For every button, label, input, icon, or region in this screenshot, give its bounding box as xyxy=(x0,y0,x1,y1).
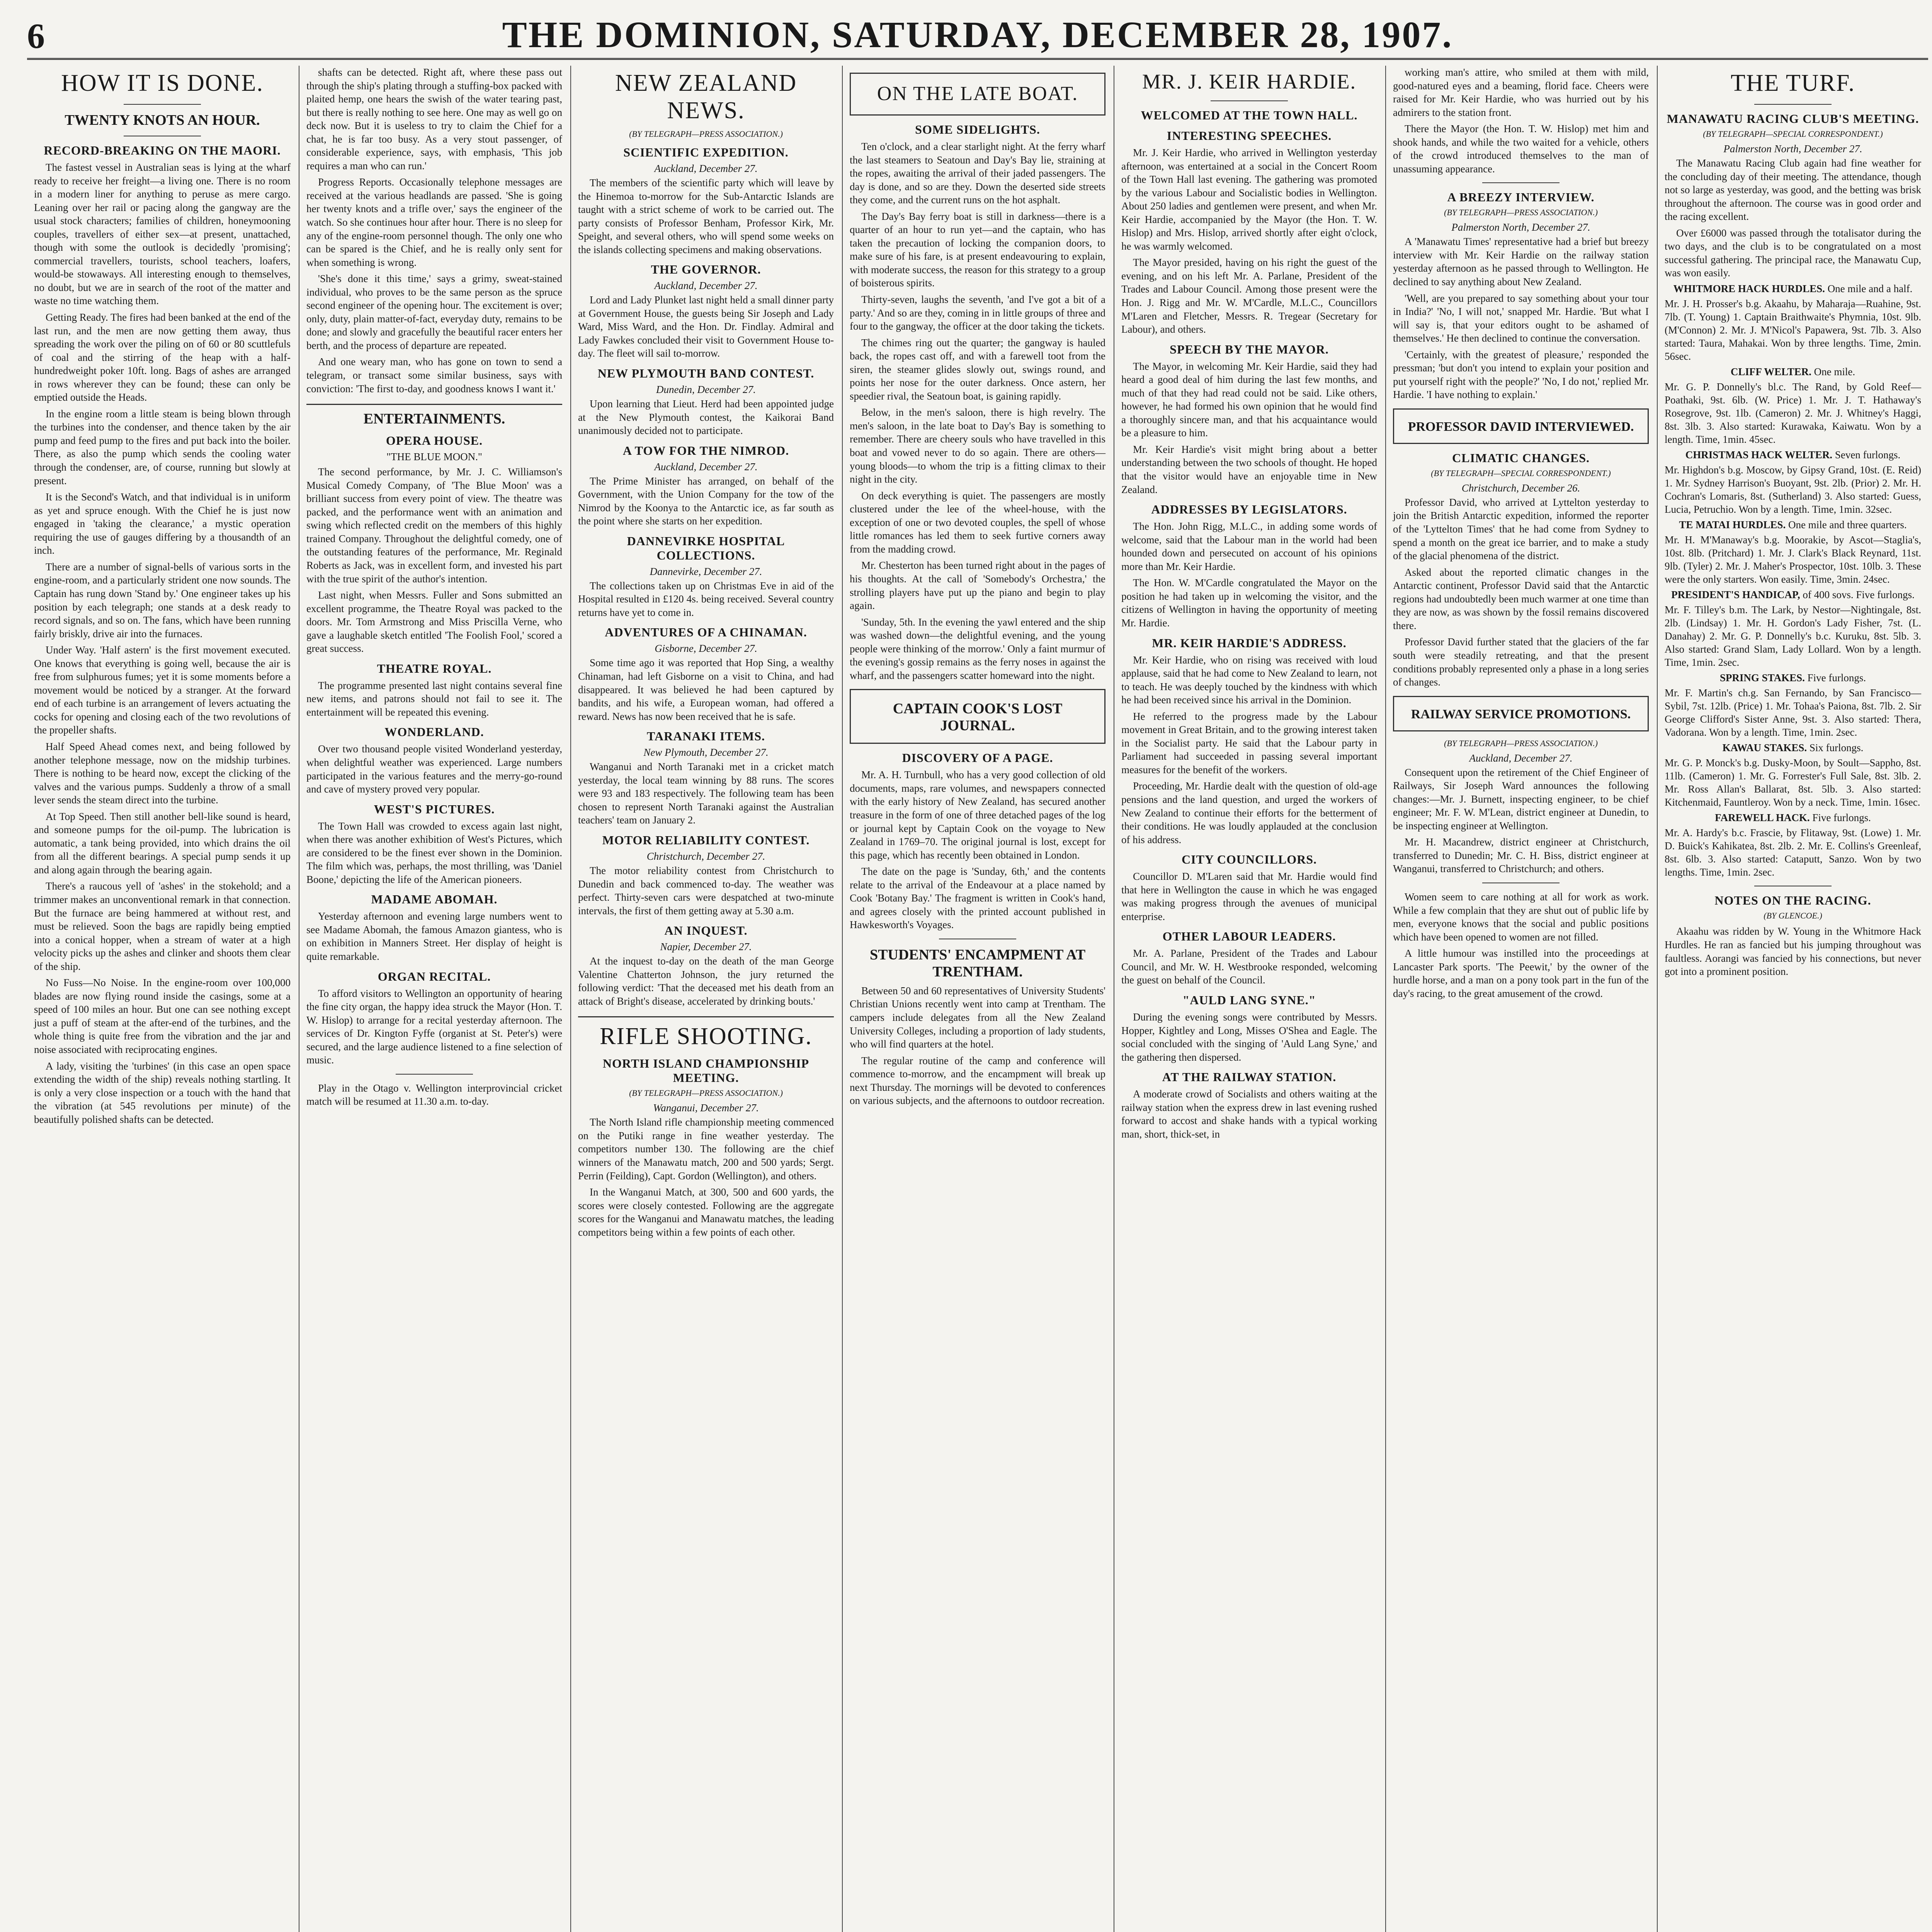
article-heading: NOTES ON THE RACING. xyxy=(1714,893,1871,908)
paragraph: The regular routine of the camp and conference will commence to-morrow, and the encampment will break up next Thursday. The mornings will be devoted to conferences on various subjects, and the afternoons to outdoor recreation. xyxy=(850,1054,1105,1107)
race-name: WHITMORE HACK HURDLES. One mile and a half. xyxy=(1673,282,1913,294)
article-heading: STUDENTS' ENCAMPMENT AT TRENTHAM. xyxy=(869,946,1086,980)
section-title: TARANAKI ITEMS. xyxy=(647,729,765,743)
section-title: A TOW FOR THE NIMROD. xyxy=(622,443,789,457)
paragraph: 'Well, are you prepared to say something about your tour in India?' 'No, I will not,' snapped Mr. Hardie. 'But what I will say is, that your editors ought to be ashamed of themselves.' He then declined to continue the conversation. xyxy=(1393,292,1649,344)
paragraph: Women seem to care nothing at all for work as work. While a few complain that they are shut out of public life by men, everyone knows that the social and public positions which have been opened to women are not filled. xyxy=(1393,891,1649,943)
article-box xyxy=(850,689,1105,744)
byline: (BY TELEGRAPH—PRESS ASSOCIATION.) xyxy=(1444,738,1598,748)
section-subtitle: "THE BLUE MOON." xyxy=(386,451,482,463)
section-title: ORGAN RECITAL. xyxy=(378,969,491,983)
paragraph: The motor reliability contest from Christchurch to Dunedin and back commenced to-day. The weather was perfect. Thirty-seven cars were despatched at two-minute intervals, the first of them getting away at 5.30 a.m. xyxy=(578,864,834,917)
paragraph: The members of the scientific party which will leave by the Hinemoa to-morrow for the Sub-Antarctic Islands are taught with a strict scheme of work to be carried out. The party consists of Professor Benham, Professor Kirk, Mr. Speight, and several others, who will spend some weeks on the islands collecting specimens and making observations. xyxy=(578,177,834,255)
paragraph: Yesterday afternoon and evening large numbers went to see Madame Abomah, the famous Amazon giantess, who is on exhibition in Manners Street. Her display of height is quite remarkable. xyxy=(306,910,562,962)
paragraph: The Mayor presided, having on his right the guest of the evening, and on his left Mr. A. Parlane, President of the Trades and Labour Council. Among those present were the Hon. J. Rigg and Mr. W. M'Cardle, M.L.C., Councillors M'Laren and Fletcher, Messrs. R. Tregear (Secretary for Labour), and others. xyxy=(1121,257,1377,335)
paragraph: Over two thousand people visited Wonderland yesterday, when delightful weather was experienced. Large numbers participated in the various features and the merry-go-round and cave of mystery proved very popular. xyxy=(306,743,562,795)
section-title: CITY COUNCILLORS. xyxy=(1181,852,1317,867)
paragraph: Councillor D. M'Laren said that Mr. Hardie would find that here in Wellington the cause in which he was engaged was making progress through the avenues of municipal enterprise. xyxy=(1121,871,1377,922)
section-title: MOTOR RELIABILITY CONTEST. xyxy=(602,833,810,847)
article-subheading: DISCOVERY OF A PAGE. xyxy=(902,751,1053,765)
paragraph: Some time ago it was reported that Hop Sing, a wealthy Chinaman, had left Gisborne on a visit to China, and had disappeared. It was believed he had been captured by bandits, and his wife, a European woman, had offered a reward. News has now been received that he is safe. xyxy=(578,657,834,722)
section-title: WEST'S PICTURES. xyxy=(374,802,495,816)
article-heading: RAILWAY SERVICE PROMOTIONS. xyxy=(1411,707,1631,721)
paragraph: He referred to the progress made by the Labour movement in Great Britain, and to the growing interest taken in the Socialist party. He said that the Labour party in Parliament had succeeded in passing several important measures for the benefit of the workers. xyxy=(1121,710,1377,776)
paragraph: Akaahu was ridden by W. Young in the Whitmore Hack Hurdles. He ran as fancied but his jumping throughout was faultless. Aorangi was fancied by his connections, but never got into a prominent position. xyxy=(1665,925,1921,978)
section-title: OPERA HOUSE. xyxy=(386,434,483,448)
article-heading: A BREEZY INTERVIEW. xyxy=(1447,190,1595,204)
section-title: NORTH ISLAND CHAMPIONSHIP MEETING. xyxy=(602,1056,810,1085)
section-title: WONDERLAND. xyxy=(384,725,484,739)
section-heading: NEW ZEALAND NEWS. xyxy=(615,70,797,124)
section-title: SCIENTIFIC EXPEDITION. xyxy=(623,145,789,159)
race-result: Mr. A. Hardy's b.c. Frascie, by Flitaway, 9st. (Lowe) 1. Mr. D. Buick's Kahikatea, 8st. 2lb. 2. Mr. E. Collins's Greenleaf, 8st. 6lb. 3. Also started: Cataputt, Sanzo. Won by two lengths. Time, 1min. 2sec. xyxy=(1665,827,1921,878)
article-heading: HOW IT IS DONE. xyxy=(61,70,264,96)
paragraph: The Prime Minister has arranged, on behalf of the Government, with the Union Company for the tow of the Nimrod by the Koonya to the Antarctic ice, as far south as the point where she starts on her expedition. xyxy=(578,475,834,527)
race-name: KAWAU STAKES. Six furlongs. xyxy=(1722,742,1864,754)
article-heading: MR. J. KEIR HARDIE. xyxy=(1142,70,1356,93)
race-name: SPRING STAKES. Five furlongs. xyxy=(1719,672,1866,684)
column-4 xyxy=(842,66,1112,1932)
article-box xyxy=(1393,696,1649,731)
section-title: THEATRE ROYAL. xyxy=(377,661,492,675)
dateline: Dunedin, December 27. xyxy=(656,384,756,396)
byline: (BY TELEGRAPH—PRESS ASSOCIATION.) xyxy=(1444,207,1598,218)
paragraph: There's a raucous yell of 'ashes' in the stokehold; and a trimmer makes an unconventional remark in that connection. But the furnace are being hammered at without rest, and must be relieved. Soon the bags are rapidly being emptied into a conical hopper, when a stream of water at a high velocity picks up the ashes and clinker and shoots them clear of the ship. xyxy=(34,880,291,972)
paragraph: Over £6000 was passed through the totalisator during the two days, and the club is to be congratulated on a most successful gathering. The principal race, the Manawatu Cup, was won easily. xyxy=(1665,227,1921,279)
paragraph: At Top Speed. Then still another bell-like sound is heard, and someone pumps for the oil-pump. The lubrication is automatic, a tank being provided, into which drains the oil from all the different bearings. A special pump sends it up and along again through the bearing again. xyxy=(34,810,291,876)
article-subheading: SOME SIDELIGHTS. xyxy=(915,122,1040,136)
paragraph: The date on the page is 'Sunday, 6th,' and the contents relate to the arrival of the Endeavour at a place named by Cook 'Botany Bay.' The fragment is written in Cook's hand, and agrees closely with the printed account published in Hawkesworth's Voyages. xyxy=(850,866,1105,931)
paragraph: Lord and Lady Plunket last night held a small dinner party at Government House, the guests being Sir Joseph and Lady Ward, Miss Ward, and the Hon. Dr. Findlay. Admiral and Lady Fawkes concluded their visit to Government House to-day. The fleet will sail to-morrow. xyxy=(578,294,834,359)
paragraph: Ten o'clock, and a clear starlight night. At the ferry wharf the last steamers to Seatoun and Day's Bay lie, straining at the ropes, awaiting the arrival of their jaded passengers. The day is done, and so are they. Down the deserted side streets they come, and the current runs on the hot asphalt. xyxy=(850,141,1105,206)
paragraph: Mr. Keir Hardie, who on rising was received with loud applause, said that he had come to New Zealand to learn, not to teach. He was deeply touched by the kindness with which he had been received since his arrival in the Dominion. xyxy=(1121,654,1377,706)
race-name: PRESIDENT'S HANDICAP, of 400 sovs. Five furlongs. xyxy=(1671,589,1915,601)
dateline: Auckland, December 27. xyxy=(654,280,758,292)
paragraph: The Hon. W. M'Cardle congratulated the Mayor on the position he had taken up in welcoming the visitor, and the citizens of Wellington in having the opportunity of meeting Mr. Hardie. xyxy=(1121,577,1377,629)
section-title: ADDRESSES BY LEGISLATORS. xyxy=(1151,502,1347,517)
paragraph: Progress Reports. Occasionally telephone messages are received at the various headlands are passed. 'She is going her twenty knots and a trifle over,' says the engineer of the watch. So she continues hour after hour. There is no sleep for any of the engine-room personnel though. The only one who can be spared is the Chief, and he is really only sent for when something is wrong. xyxy=(306,176,562,268)
column-3 xyxy=(570,66,841,1932)
paragraph: A 'Manawatu Times' representative had a brief but breezy interview with Mr. Keir Hardie on the railway station yesterday afternoon as he passed through to Wellington. He declined to say anything about New Zealand. xyxy=(1393,236,1649,288)
paragraph: 'She's done it this time,' says a grimy, sweat-stained individual, who proves to be the same person as the spruce second engineer of the opening hour. The excitement is over; only, duty, plain matter-of-fact, everyday duty, remains to be done; and slowly and gracefully the beautiful racer enters her berth, and the process of departure are repeated. xyxy=(306,273,562,351)
article-subheading: TWENTY KNOTS AN HOUR. xyxy=(65,112,260,128)
section-title: ADVENTURES OF A CHINAMAN. xyxy=(605,625,807,639)
paragraph: Mr. A. H. Turnbull, who has a very good collection of old documents, maps, rare volumes, and newspapers connected with the early history of New Zealand, has secured another treasure in the form of one of three detached pages of the log or journal kept by Captain Cook on the voyage to New Zealand in 1769–70. The original journal is lost, except for this page, which has recently been obtained in London. xyxy=(850,769,1105,861)
dateline: Wanganui, December 27. xyxy=(653,1102,759,1114)
divider xyxy=(306,404,562,405)
paragraph: shafts can be detected. Right aft, where these pass out through the ship's plating through a stuffing-box packed with plaited hemp, one hears the swish of the water tearing past, but there is really nothing to see here. One may as well go on deck now. But it is useless to try to claim the Chief for a chat, he is far too busy. As a very stout passenger, of considerable experience, says, with emphasis, 'This job requires a man who can run.' xyxy=(306,66,562,172)
section-heading: RIFLE SHOOTING. xyxy=(599,1023,813,1050)
paragraph: To afford visitors to Wellington an opportunity of hearing the fine city organ, the happy idea struck the Mayor (Hon. T. W. Hislop) to arrange for a recital yesterday afternoon. The services of Dr. Kington Fyffe (organist at St. Peter's) were secured, and the large audience listened to a fine selection of music. xyxy=(306,987,562,1066)
paragraph: Getting Ready. The fires had been banked at the end of the last run, and the men are now getting them away, thus spreading the work over the piling on of 60 or 80 scuttlefuls of coal and the stirring of the heap with a half-hundredweight poker 10ft. long. Bags of ashes are arranged in rows wherever they can be found; these can only be emptied outside the Heads. xyxy=(34,311,291,403)
dateline: Gisborne, December 27. xyxy=(655,643,757,655)
paragraph: The programme presented last night contains several fine new items, and patrons should not fail to see it. The entertainment will be repeated this evening. xyxy=(306,679,562,718)
race-result: Mr. F. Tilley's b.m. The Lark, by Nestor—Nightingale, 8st. 2lb. (Lindsay) 1. Mr. H. Gordon's Lady Fisher, 7st. (L. Danahay) 2. Mr. G. P. Donnelly's b.c. Kuruku, 8st. 5lb. 3. Also started: Grand Slam, Lady Lollard. Won by a length. Time, 1min. 2sec. xyxy=(1665,604,1921,668)
article-subheading: WELCOMED AT THE TOWN HALL. xyxy=(1141,108,1358,122)
paragraph: Mr. J. Keir Hardie, who arrived in Wellington yesterday afternoon, was entertained at a social in the Concert Room of the Town Hall last evening. The gathering was promoted by the various Labour and Socialistic bodies in Wellington. About 250 ladies and gentlemen were present, and when Mr. Keir Hardie, accompanied by the Mayor (the Hon. T. W. Hislop) and Mrs. Hislop, arrived shortly after eight o'clock, he was warmly welcomed. xyxy=(1121,147,1377,252)
paragraph: The fastest vessel in Australian seas is lying at the wharf ready to receive her freight—a living one. There is no room in a modern liner for anything to peruse as mere cargo. Leaning over her rail or pacing along the gangway are the usual stock characters; families of children, honeymooning couples, travellers of either sex—at present, unattached, though with some the outlook is decidedly 'promising'; commercial travellers, tourists, school teachers, loafers, would-be stowaways. All interesting enough to themselves, no doubt, but we are in search of the root of the matter and waste no time watching them. xyxy=(34,162,291,307)
page-number: 6 xyxy=(27,16,45,56)
paragraph: No Fuss—No Noise. In the engine-room over 100,000 blades are now flying round inside the casings, some at a speed of 100 miles an hour. But one can see nothing except just a puff of steam at the after-end of the turbines, and the whole thing is quite free from the vibration and the jar and noise associated with reciprocating engines. xyxy=(34,977,291,1055)
section-title: INTERESTING SPEECHES. xyxy=(1167,129,1332,143)
article-heading: PROFESSOR DAVID INTERVIEWED. xyxy=(1408,419,1634,434)
article-box xyxy=(1393,408,1649,444)
column-5 xyxy=(1114,66,1384,1932)
paragraph: Under Way. 'Half astern' is the first movement executed. One knows that everything is going well, because the air is free from sulphurous fumes; yet it is some moments before a movement would be noticed by a stranger. At the forward end of each turbine is an arrangement of levers actuating the cocks for opening and closing each of the two revolutions of the propeller shafts. xyxy=(34,644,291,736)
race-name: TE MATAI HURDLES. One mile and three quarters. xyxy=(1679,519,1907,531)
paragraph: The chimes ring out the quarter; the gangway is hauled back, the ropes cast off, and with a farewell toot from the siren, the steamer glides slowly out, swings round, and points her nose for the outer darkness. Once astern, her speedier rival, the Seatoun boat, is gaining rapidly. xyxy=(850,337,1105,402)
dateline: Palmerston North, December 27. xyxy=(1451,221,1590,233)
section-heading: ENTERTAINMENTS. xyxy=(363,411,505,427)
byline: (BY GLENCOE.) xyxy=(1764,911,1822,921)
column-6 xyxy=(1385,66,1656,1932)
paragraph: The Day's Bay ferry boat is still in darkness—there is a quarter of an hour to run yet—and the captain, who has taken the precaution of locking the companion doors, to make sure of his fare, is at present endeavouring to explain, with moderate success, the reason for this strategy to a group of boisterous spirits. xyxy=(850,210,1105,289)
divider xyxy=(1754,104,1832,105)
section-title: "AULD LANG SYNE." xyxy=(1182,993,1316,1007)
paragraph: Proceeding, Mr. Hardie dealt with the question of old-age pensions and the land question, and urged the workers of New Zealand to continue their efforts for the betterment of their conditions. He was loudly applauded at the conclusion of his address. xyxy=(1121,780,1377,845)
column-1 xyxy=(27,66,298,1932)
paragraph: There the Mayor (the Hon. T. W. Hislop) met him and shook hands, and while the two waited for a vehicle, others of the crowd introduced themselves to the man of unassuming appearance. xyxy=(1393,123,1649,175)
race-result: Mr. F. Martin's ch.g. San Fernando, by San Francisco—Sybil, 7st. 12lb. (Price) 1. Mr. Tohaa's Paiona, 8st. 7lb. 2. Sir George Clifford's Sister Anne, 9st. 3. Also started: Thera, Vadorana. Won by a length. Time, 1min. 2sec. xyxy=(1665,687,1921,738)
divider xyxy=(1482,182,1560,183)
byline: (BY TELEGRAPH—SPECIAL CORRESPONDENT.) xyxy=(1703,129,1883,139)
section-title: DANNEVIRKE HOSPITAL COLLECTIONS. xyxy=(627,534,785,562)
paragraph: At the inquest to-day on the death of the man George Valentine Chatterton Johnson, the jury returned the following verdict: 'That the deceased met his death from an attack of Bright's disease, accelerated by drinking bouts.' xyxy=(578,955,834,1007)
dateline: Napier, December 27. xyxy=(660,941,752,953)
section-title: OTHER LABOUR LEADERS. xyxy=(1162,929,1336,944)
race-name: CHRISTMAS HACK WELTER. Seven furlongs. xyxy=(1685,449,1901,461)
divider xyxy=(396,1074,473,1075)
article-subheading: CLIMATIC CHANGES. xyxy=(1452,451,1590,465)
article-subheading: MANAWATU RACING CLUB'S MEETING. xyxy=(1667,112,1919,126)
race-name: FAREWELL HACK. Five furlongs. xyxy=(1715,812,1871,824)
race-result: Mr. G. P. Monck's b.g. Dusky-Moon, by Soult—Sappho, 8st. 11lb. (Cameron) 1. Mr. G. Forrester's Full Sale, 8st. 3lb. 2. Mr. Ross Allan's Ballarat, 8st. 5lb. 3. Also started: Kitchenmaid, Fauntleroy. Won by a neck. Time, 1min. 16sec. xyxy=(1665,757,1921,808)
column-7 xyxy=(1657,66,1928,1932)
paragraph: 'Sunday, 5th. In the evening the yawl entered and the ship was washed down—the delightful evening, and the young people were thinking of the morrow.' Only a faint murmur of the evening's gossip remains as the ferry noses in against the wharf, and the passengers scatter homeward into the night. xyxy=(850,616,1105,681)
paragraph: Last night, when Messrs. Fuller and Sons submitted an excellent programme, the Theatre Royal was packed to the doors. Mr. Tom Armstrong and Miss Priscilla Verne, who gave a laughable sketch entitled 'The Foolish Fool,' scored a great success. xyxy=(306,589,562,655)
dateline: Dannevirke, December 27. xyxy=(650,565,762,577)
paragraph: And one weary man, who has gone on town to send a telegram, or transact some similar business, says with conviction: 'The first to-day, and goodness knows I want it.' xyxy=(306,356,562,395)
paragraph: The North Island rifle championship meeting commenced on the Putiki range in fine weather yesterday. The competitors number 130. The following are the chief winners of the Manawatu match, 200 and 500 yards; Sergt. Perrin (Feilding), Capt. Gordon (Wellington), and others. xyxy=(578,1116,834,1182)
paragraph: The Manawatu Racing Club again had fine weather for the concluding day of their meeting. The attendance, though not so large as yesterday, was good, and the betting was brisk throughout the afternoon. The course was in good order and the racing excellent. xyxy=(1665,157,1921,223)
dateline: New Plymouth, December 27. xyxy=(643,747,769,759)
paragraph: Between 50 and 60 representatives of University Students' Christian Unions recently went into camp at Trentham. The campers include delegates from all the New Zealand University Colleges, including a proportion of lady students, who will find quarters at the hotel. xyxy=(850,985,1105,1050)
paragraph: Below, in the men's saloon, there is high revelry. The men's saloon, in the late boat to Day's Bay is something to remember. There are cheery souls who have travelled in this boat and vowed never to do so again. There are others—young bloods—to whom the trip is a fitting climax to their night in the city. xyxy=(850,406,1105,485)
article-heading: CAPTAIN COOK'S LOST JOURNAL. xyxy=(893,701,1063,734)
byline: (BY TELEGRAPH—SPECIAL CORRESPONDENT.) xyxy=(1431,468,1611,478)
dateline: Auckland, December 27. xyxy=(1469,752,1573,764)
paragraph: Asked about the reported climatic changes in the Antarctic continent, Professor David said that the Antarctic regions had undoubtedly been much warmer at one time than they are now, as was shown by the fossil remains discovered there. xyxy=(1393,566,1649,631)
byline: (BY TELEGRAPH—PRESS ASSOCIATION.) xyxy=(629,129,783,139)
race-result: Mr. G. P. Donnelly's bl.c. The Rand, by Gold Reef—Poathaki, 9st. 6lb. (W. Price) 1. Mr. J. T. Hathaway's Rosegrove, 9st. 1lb. (Cameron) 2. Mr. J. Whitney's Haggi, 8st. 3lb. 3. Also started: Kurawaka, Kaiwatu. Won by a length. Time, 1min. 45sec. xyxy=(1665,381,1921,446)
race-result: Mr. Highdon's b.g. Moscow, by Gipsy Grand, 10st. (E. Reid) 1. Mr. Sydney Harrison's Buoyant, 9st. 2lb. (Prior) 2. Mr. H. Cochran's Lomaris, 8st. (Sutherland) 3. Also started: Guess, Lucia, Petruchio. Won by a length. Time, 1min. 32sec. xyxy=(1665,464,1921,515)
section-title: THE GOVERNOR. xyxy=(651,262,761,277)
paragraph: There are a number of signal-bells of various sorts in the engine-room, and a particularly strident one now sounds. The Captain has rung down 'Stand by.' One engineer takes up his position by each telegraph; one stands at a desk ready to record signals, and so on. The fans, which have been running fairly briskly, drive air into the furnaces. xyxy=(34,561,291,639)
paragraph: In the Wanganui Match, at 300, 500 and 600 yards, the scores were closely contested. Following are the aggregate scores for the Wanganui and Manawatu matches, the leading competitors being within a few points of each other. xyxy=(578,1186,834,1238)
paragraph: Professor David, who arrived at Lyttelton yesterday to join the British Antarctic expedition, informed the reporter of the 'Lyttelton Times' that he had come from Sydney to spend a month on the great ice barrier, and to make a study of the glacial phenomena of the district. xyxy=(1393,496,1649,562)
paragraph: 'Certainly, with the greatest of pleasure,' responded the pressman; 'but don't you intend to explain your position and put yourself right with the people?' 'No, I do not,' replied Mr. Hardie. 'I have nothing to explain.' xyxy=(1393,349,1649,401)
section-title: AT THE RAILWAY STATION. xyxy=(1162,1070,1337,1084)
paragraph: Mr. Chesterton has been turned right about in the pages of his thoughts. At the call of 'Somebody's Orchestra,' the strolling players have put up the piano and begin to play again. xyxy=(850,560,1105,612)
paragraph: It is the Second's Watch, and that individual is in uniform as yet and spruce enough. With the Chief he is just now engaged in 'taking the clearance,' a mystic operation requiring the use of gauges differing by a thousandth of an inch. xyxy=(34,491,291,556)
byline: (BY TELEGRAPH—PRESS ASSOCIATION.) xyxy=(629,1088,783,1098)
divider xyxy=(578,1016,834,1017)
paragraph: The second performance, by Mr. J. C. Williamson's Musical Comedy Company, of 'The Blue Moon' was a brilliant success from every point of view. The theatre was packed, and the performance went with an animation and swing which reflected credit on the members of this highly trained Company. Throughout the delightful comedy, one of the outstanding features of the performance, Mr. Reginald Roberts as Jack, was in excellent form, and invested his part with the true spirit of the author's intention. xyxy=(306,466,562,585)
newspaper-title: THE DOMINION, SATURDAY, DECEMBER 28, 1907. xyxy=(502,14,1453,55)
paragraph: In the engine room a little steam is being blown through the turbines into the condenser, and thence taken by the air pump and feed pump to the fires and put back into the boiler. There, as also the pump which sends the cooling water through the condenser, are, of course, running but slowly at present. xyxy=(34,408,291,486)
paragraph: Upon learning that Lieut. Herd had been appointed judge at the New Plymouth contest, the Kaikorai Band unanimously decided not to participate. xyxy=(578,398,834,437)
paragraph: Wanganui and North Taranaki met in a cricket match yesterday, the local team winning by 88 runs. The scores were 93 and 183 respectively. The following team has been chosen to represent North Taranaki against the Australian teachers' team on January 2. xyxy=(578,761,834,826)
paragraph: The Hon. John Rigg, M.L.C., in adding some words of welcome, said that the Labour man in the world had been hounded down and persecuted on account of his opinions more than Mr. Keir Hardie. xyxy=(1121,520,1377,572)
paragraph: Mr. Keir Hardie's visit might bring about a better understanding between the two schools of thought. He hoped that the visitor would have an enjoyable time in New Zealand. xyxy=(1121,443,1377,495)
article-box xyxy=(850,73,1105,116)
dateline: Palmerston North, December 27. xyxy=(1723,143,1862,155)
columns xyxy=(27,66,1928,1932)
race-result: Mr. H. M'Manaway's b.g. Moorakie, by Ascot—Staglia's, 10st. 8lb. (Pritchard) 1. Mr. J. Clark's Black Reynard, 11st. 9lb. (Tyler) 2. Mr. J. Maher's Prospector, 10st. 10lb. 3. These were the only starters. Won easily. Time, 3min. 24sec. xyxy=(1665,534,1921,585)
divider xyxy=(1211,100,1288,101)
dateline: Auckland, December 27. xyxy=(654,163,758,174)
paragraph: Half Speed Ahead comes next, and being followed by another telephone message, now on the midship turbines. There is nothing to be heard now, except the clicking of the valves and the various pumps. Suddenly a throw of a small lever sends the steam direct into the turbine. xyxy=(34,740,291,806)
section-title: AN INQUEST. xyxy=(664,923,748,938)
paragraph: Professor David further stated that the glaciers of the far south were steadily retreating, and that the present conditions probably represented only a phase in a long series of changes. xyxy=(1393,636,1649,688)
paragraph: Consequent upon the retirement of the Chief Engineer of Railways, Sir Joseph Ward announces the following changes:—Mr. J. Burnett, inspecting engineer, to be chief engineer; Mr. F. W. M'Lean, district engineer at Dunedin, to be inspecting engineer at Wellington. xyxy=(1393,766,1649,832)
column-2 xyxy=(299,66,569,1932)
paragraph: A lady, visiting the 'turbines' (in this case an open space extending the width of the ship) reveals nothing startling. It is only a very close inspection or a touch with the hand that the vibration (at 545 revolutions per minute) of the beautifully polished shafts can be detected. xyxy=(34,1060,291,1125)
paragraph: A little humour was instilled into the proceedings at Lancaster Park sports. 'The Peewit,' by the owner of the hurdle horse, and a man on a pony took part in the fun of the day's racing, to the great amusement of the crowd. xyxy=(1393,947,1649,999)
dateline: Auckland, December 27. xyxy=(654,461,758,473)
paragraph: working man's attire, who smiled at them with mild, good-natured eyes and a beaming, florid face. Cheers were raised for Mr. Keir Hardie, who was hurried out by his admirers to the station front. xyxy=(1393,66,1649,118)
paragraph: On deck everything is quiet. The passengers are mostly clustered under the lee of the wheel-house, with the exception of one or two devoted couples, the spell of whose little romances has led them to seek furtive corners away from the madding crowd. xyxy=(850,490,1105,555)
article-heading: ON THE LATE BOAT. xyxy=(877,83,1078,105)
section-title: SPEECH BY THE MAYOR. xyxy=(1170,342,1329,356)
section-title: NEW PLYMOUTH BAND CONTEST. xyxy=(597,366,815,381)
divider xyxy=(124,104,201,105)
paragraph: Play in the Otago v. Wellington interprovincial cricket match will be resumed at 11.30 a.m. to-day. xyxy=(306,1082,562,1107)
section-title: MR. KEIR HARDIE'S ADDRESS. xyxy=(1152,636,1347,650)
dateline: Christchurch, December 26. xyxy=(1461,482,1580,494)
paragraph: During the evening songs were contributed by Messrs. Hopper, Kightley and Long, Misses O'Shea and Eagle. The social concluded with the singing of 'Auld Lang Syne,' and the gathering then dispersed. xyxy=(1121,1011,1377,1063)
race-result: Mr. J. H. Prosser's b.g. Akaahu, by Maharaja—Ruahine, 9st. 7lb. (T. Young) 1. Captain Braithwaite's Phymnia, 10st. 9lb. (M'Connon) 2. Mr. J. M'Nicol's Papawera, 9st. 7lb. 3. Also started: Taura, Mahakai. Won by three lengths. Time, 2min. 56sec. xyxy=(1665,298,1921,362)
paragraph: A moderate crowd of Socialists and others waiting at the railway station when the express drew in last evening rushed forward to accost and shake hands with a typical working man, short, thick-set, in xyxy=(1121,1088,1377,1140)
paragraph: Mr. H. Macandrew, district engineer at Christchurch, transferred to Dunedin; Mr. C. H. Biss, district engineer at Wanganui, transferred to Christchurch; and others. xyxy=(1393,836,1649,875)
paragraph: The collections taken up on Christmas Eve in aid of the Hospital resulted in £120 4s. being received. Several country returns have yet to come in. xyxy=(578,580,834,618)
dateline: Christchurch, December 27. xyxy=(646,850,765,862)
section-heading: THE TURF. xyxy=(1731,70,1855,96)
paragraph: Thirty-seven, laughs the seventh, 'and I've got a bit of a party.' And so are they, coming in in little groups of three and four to the gangway, the officer at the door taking the tickets. xyxy=(850,294,1105,332)
article-subheading: RECORD-BREAKING ON THE MAORI. xyxy=(44,143,281,157)
paragraph: The Town Hall was crowded to excess again last night, when there was another exhibition of West's Pictures, which are considered to be the finest ever shown in the Dominion. The film which was, perhaps, the most thrilling, was 'Daniel Boone,' depicting the life of the American pioneers. xyxy=(306,820,562,885)
masthead xyxy=(27,12,1928,60)
race-name: CLIFF WELTER. One mile. xyxy=(1730,366,1855,378)
paragraph: Mr. A. Parlane, President of the Trades and Labour Council, and Mr. W. H. Westbrooke responded, welcoming the guest on behalf of the Council. xyxy=(1121,947,1377,986)
section-title: MADAME ABOMAH. xyxy=(371,892,498,906)
paragraph: The Mayor, in welcoming Mr. Keir Hardie, said they had heard a good deal of him during the last few months, and much of that they had read could not be said. Like others, however, he had formed his own opinion that he would find a thoroughly sincere man, and that his acquaintance would be a pleasure to him. xyxy=(1121,360,1377,439)
